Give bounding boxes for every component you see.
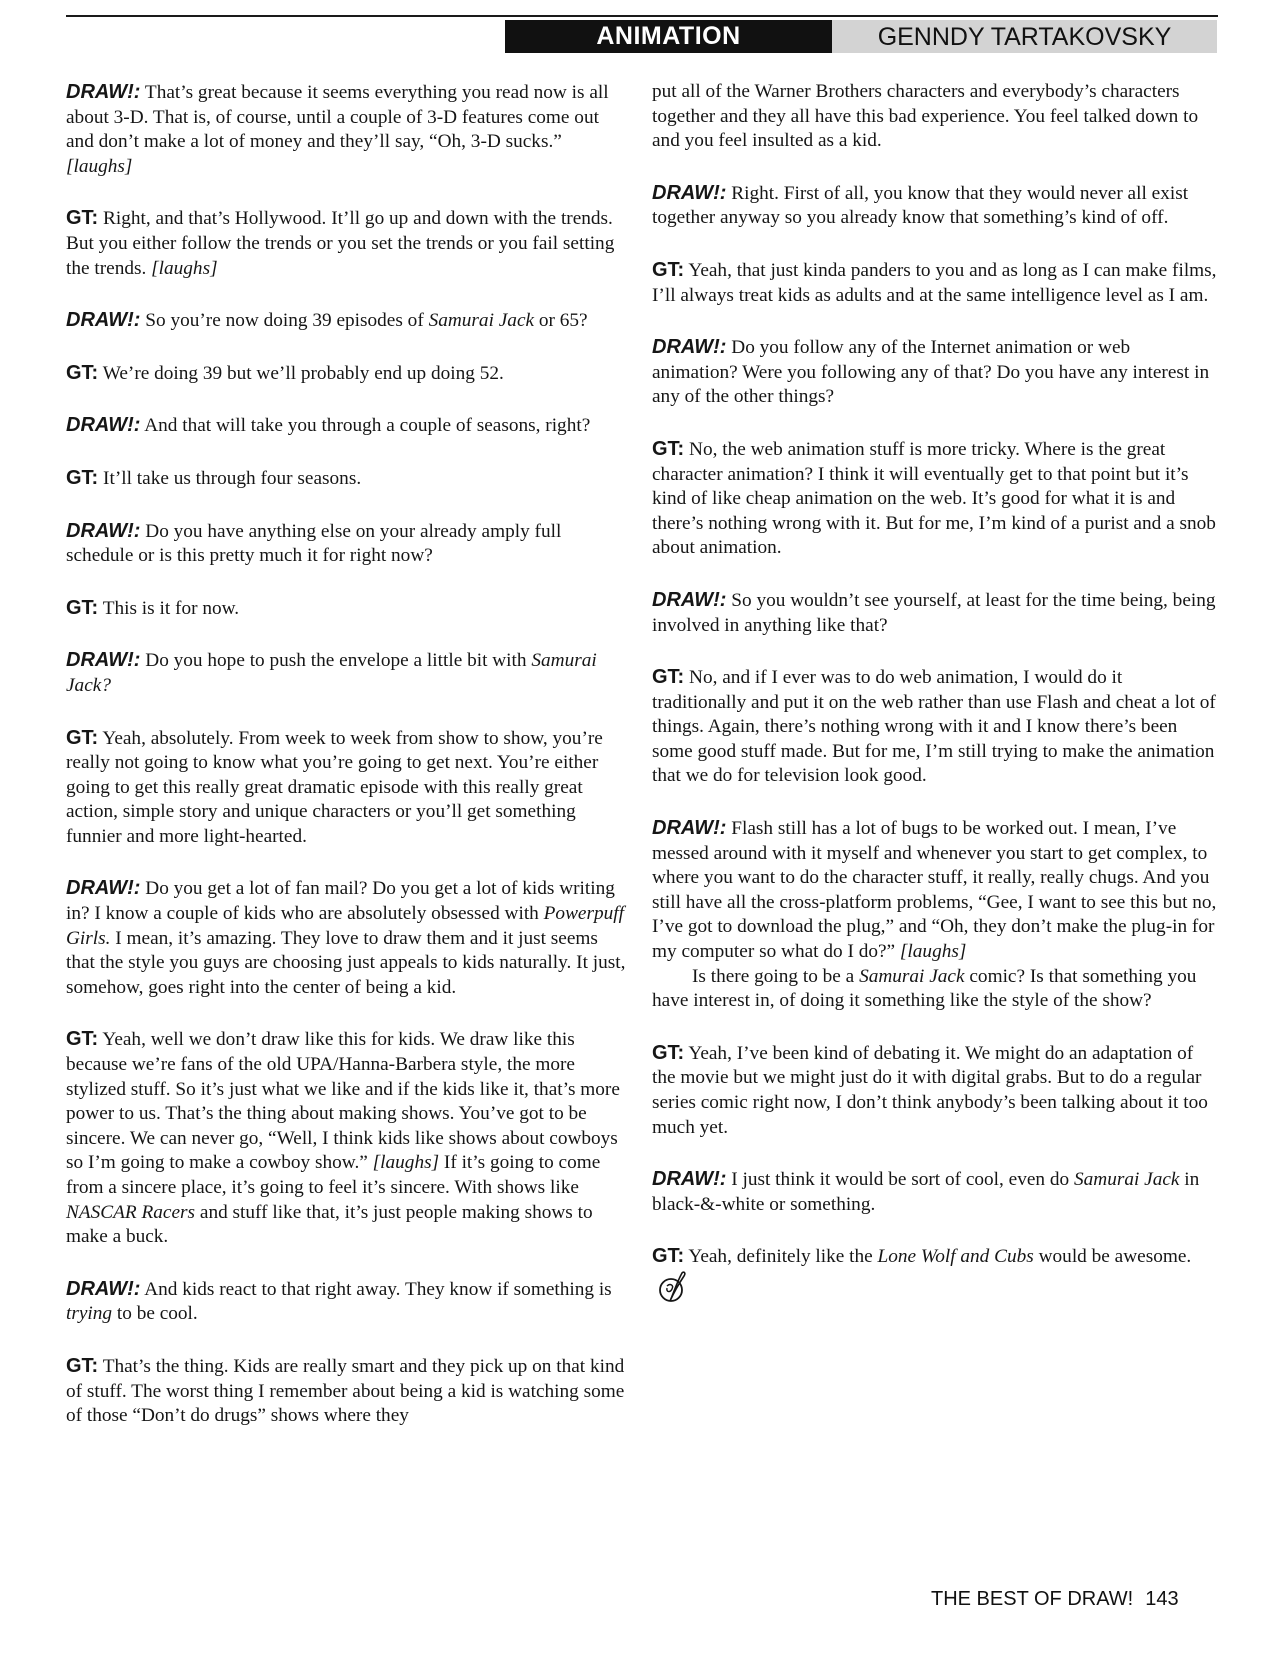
- body-text: Yeah, absolutely. From week to week from show to show, you’re really not going to know what you’re going to get next. You’re either going to get this really great dramatic episode with this really great action, simple story and unique characters or you’ll get something funnier and more light-hearted.: [66, 727, 603, 847]
- speaker-label-gt: GT:: [66, 726, 99, 749]
- italic-text: NASCAR Racers: [66, 1201, 196, 1223]
- speaker-label-draw: DRAW!:: [652, 588, 727, 611]
- body-text: I just think it would be sort of cool, even do: [731, 1169, 1074, 1191]
- interview-paragraph: [66, 648, 626, 698]
- italic-text: trying: [66, 1303, 113, 1325]
- body-text: Do you hope to push the envelope a little bit with: [145, 650, 532, 672]
- publication-title: THE BEST OF DRAW!: [931, 1588, 1134, 1610]
- speaker-label-gt: GT:: [652, 666, 685, 689]
- interview-paragraph: [66, 596, 626, 622]
- speaker-label-gt: GT:: [66, 361, 99, 384]
- interview-paragraph: [652, 1244, 1218, 1304]
- body-text: or 65?: [534, 310, 588, 332]
- body-text: Right. First of all, you know that they would never all exist together anyway so you already know that something’s kind of off.: [652, 182, 1189, 229]
- interview-paragraph: [652, 816, 1218, 965]
- end-mark-icon: [658, 1270, 688, 1304]
- body-text: in black-&-white or something.: [652, 1169, 1200, 1215]
- interview-paragraph: [66, 1354, 626, 1429]
- italic-text: [laughs]: [151, 257, 218, 279]
- body-text: So you’re now doing 39 episodes of: [145, 310, 429, 332]
- speaker-label-gt: GT:: [652, 1245, 685, 1268]
- top-rule: [66, 15, 1218, 17]
- interview-paragraph: [652, 258, 1218, 308]
- italic-text: Samurai Jack: [859, 965, 965, 987]
- interview-paragraph: [66, 413, 626, 439]
- speaker-label-draw: DRAW!:: [652, 336, 727, 359]
- interview-paragraph: [66, 80, 626, 179]
- italic-text: [laughs]: [899, 941, 967, 963]
- speaker-label-draw: DRAW!:: [66, 649, 141, 672]
- speaker-label-gt: GT:: [652, 1041, 685, 1064]
- interviewee-name-label: GENNDY TARTAKOVSKY: [832, 20, 1217, 53]
- body-text: Do you follow any of the Internet animation or web animation? Were you following any of that? Do you have any interest in any of the other things?: [652, 337, 1210, 408]
- body-text: It’ll take us through four seasons.: [103, 467, 362, 489]
- body-text: So you wouldn’t see yourself, at least for the time being, being involved in anything like that?: [652, 589, 1216, 636]
- body-text: That’s great because it seems everything you read now is all about 3-D. That is, of course, until a couple of 3-D features come out and don’t make a lot of money and they’ll say, “Oh, 3-D sucks.”: [66, 82, 609, 153]
- speaker-label-draw: DRAW!:: [66, 1277, 141, 1300]
- interview-paragraph: [66, 308, 626, 334]
- body-text: If it’s going to come from a sincere place, it’s going to feel it’s sincere. With shows like: [66, 1152, 601, 1198]
- speaker-label-draw: DRAW!:: [66, 877, 141, 900]
- speaker-label-gt: GT:: [66, 207, 99, 230]
- speaker-label-draw: DRAW!:: [66, 309, 141, 332]
- body-text: Yeah, well we don’t draw like this for kids. We draw like this because we’re fans of the old UPA/Hanna-Barbera style, the more stylized stuff. So it’s just what we like and if the kids like it, that’s more power to us. That’s the thing about making shows. You’ve got to be sincere. We can never go, “Well, I think kids like shows about cowboys so I’m going to make a cowboy show.”: [66, 1029, 620, 1174]
- body-text: That’s the thing. Kids are really smart and they pick up on that kind of stuff. The worst thing I remember about being a kid is watching some of those “Don’t do drugs” shows where they: [66, 1355, 625, 1427]
- body-text: Flash still has a lot of bugs to be worked out. I mean, I’ve messed around with it myself and whenever you start to get complex, to where you want to do the character stuff, it really, really chugs. And you still have all the cross-platform problems, “Gee, I want to see this but no, I’ve got to download the plug,” and “Oh, they don’t make the plug-in for my computer so what do I do?”: [652, 818, 1217, 963]
- speaker-label-draw: DRAW!:: [652, 817, 727, 840]
- left-column: [66, 80, 626, 1456]
- italic-text: Powerpuff Girls.: [66, 903, 624, 949]
- body-text: And kids react to that right away. They know if something is: [144, 1278, 612, 1300]
- body-text: Is there going to be a: [692, 965, 860, 987]
- interview-paragraph: [66, 206, 626, 281]
- interview-paragraph: [66, 726, 626, 850]
- interview-paragraph: [652, 588, 1218, 638]
- speaker-label-gt: GT:: [652, 258, 685, 281]
- section-label: ANIMATION: [505, 20, 832, 53]
- interview-paragraph: [652, 181, 1218, 231]
- body-text: and stuff like that, it’s just people making shows to make a buck.: [66, 1201, 593, 1248]
- speaker-label-draw: DRAW!:: [66, 519, 141, 542]
- interview-paragraph: [652, 335, 1218, 410]
- interview-paragraph: [66, 519, 626, 569]
- speaker-label-draw: DRAW!:: [66, 81, 141, 103]
- italic-text: [laughs]: [66, 155, 133, 177]
- speaker-label-draw: DRAW!:: [652, 1168, 727, 1191]
- body-text: Do you have anything else on your already amply full schedule or is this pretty much it for right now?: [66, 520, 562, 567]
- speaker-label-gt: GT:: [66, 596, 99, 619]
- italic-text: [laughs]: [372, 1152, 440, 1174]
- speaker-label-draw: DRAW!:: [66, 414, 141, 437]
- italic-text: Samurai Jack: [1074, 1169, 1180, 1191]
- speaker-label-gt: GT:: [66, 466, 99, 489]
- body-text: Right, and that’s Hollywood. It’ll go up and down with the trends. But you either follow the trends or you set the trends or you fail setting the trends.: [66, 208, 615, 279]
- right-column: [652, 80, 1218, 1331]
- page-footer: [931, 1588, 1179, 1611]
- interview-paragraph: [652, 437, 1218, 561]
- body-text: comic? Is that something you have interest in, of doing it something like the style of the show?: [652, 965, 1197, 1012]
- running-header: [505, 20, 1217, 53]
- speaker-label-draw: DRAW!:: [652, 181, 727, 204]
- interview-paragraph: [652, 1041, 1218, 1140]
- body-text: Do you get a lot of fan mail? Do you get a lot of kids writing in? I know a couple of kids who are absolutely obsessed with: [66, 878, 615, 925]
- interview-paragraph: [66, 1027, 626, 1249]
- interview-paragraph: [66, 876, 626, 1000]
- body-text: This is it for now.: [102, 597, 240, 619]
- italic-text: Samurai Jack?: [66, 650, 597, 696]
- interview-paragraph: [652, 965, 1218, 1014]
- interview-paragraph: [66, 466, 626, 492]
- interview-paragraph: [652, 1167, 1218, 1217]
- body-text: would be awesome.: [1033, 1246, 1192, 1268]
- page-number: 143: [1145, 1588, 1179, 1610]
- interview-paragraph: [66, 361, 626, 387]
- body-text: And that will take you through a couple of seasons, right?: [144, 415, 591, 437]
- interview-paragraph: [652, 665, 1218, 789]
- speaker-label-gt: GT:: [66, 1354, 99, 1377]
- body-text: Yeah, I’ve been kind of debating it. We might do an adaptation of the movie but we might just do it with digital grabs. But to do a regular series comic right now, I don’t think anybody’s been talking about it too much yet.: [652, 1042, 1208, 1138]
- body-text: No, the web animation stuff is more tricky. Where is the great character animation? I think it will eventually get to that point but it’s kind of like cheap animation on the web. It’s good for what it is and there’s nothing wrong with it. But for me, I’m kind of a purist and a snob about animation.: [652, 438, 1216, 559]
- italic-text: Lone Wolf and Cubs: [877, 1246, 1034, 1268]
- body-text: Yeah, definitely like the: [688, 1246, 878, 1268]
- body-text: We’re doing 39 but we’ll probably end up doing 52.: [102, 362, 504, 384]
- speaker-label-gt: GT:: [66, 1028, 99, 1051]
- italic-text: Samurai Jack: [428, 310, 535, 332]
- body-text: I mean, it’s amazing. They love to draw them and it just seems that the style you guys are choosing just appeals to kids naturally. It just, somehow, goes right into the center of being a kid.: [66, 927, 626, 998]
- interview-paragraph: [66, 1277, 626, 1327]
- body-text: to be cool.: [112, 1303, 198, 1325]
- interview-paragraph: [652, 80, 1218, 154]
- body-text: No, and if I ever was to do web animation, I would do it traditionally and put it on the web rather than use Flash and cheat a lot of things. Again, there’s nothing wrong with it and I know there’s been some good stuff made. But for me, I’m still trying to make the animation that we do for television look good.: [652, 667, 1216, 787]
- body-text: put all of the Warner Brothers characters and everybody’s characters together and they all have this bad experience. You feel talked down to and you feel insulted as a kid.: [652, 81, 1199, 152]
- speaker-label-gt: GT:: [652, 437, 685, 460]
- body-text: Yeah, that just kinda panders to you and as long as I can make films, I’ll always treat kids as adults and at the same intelligence level as I am.: [652, 259, 1217, 306]
